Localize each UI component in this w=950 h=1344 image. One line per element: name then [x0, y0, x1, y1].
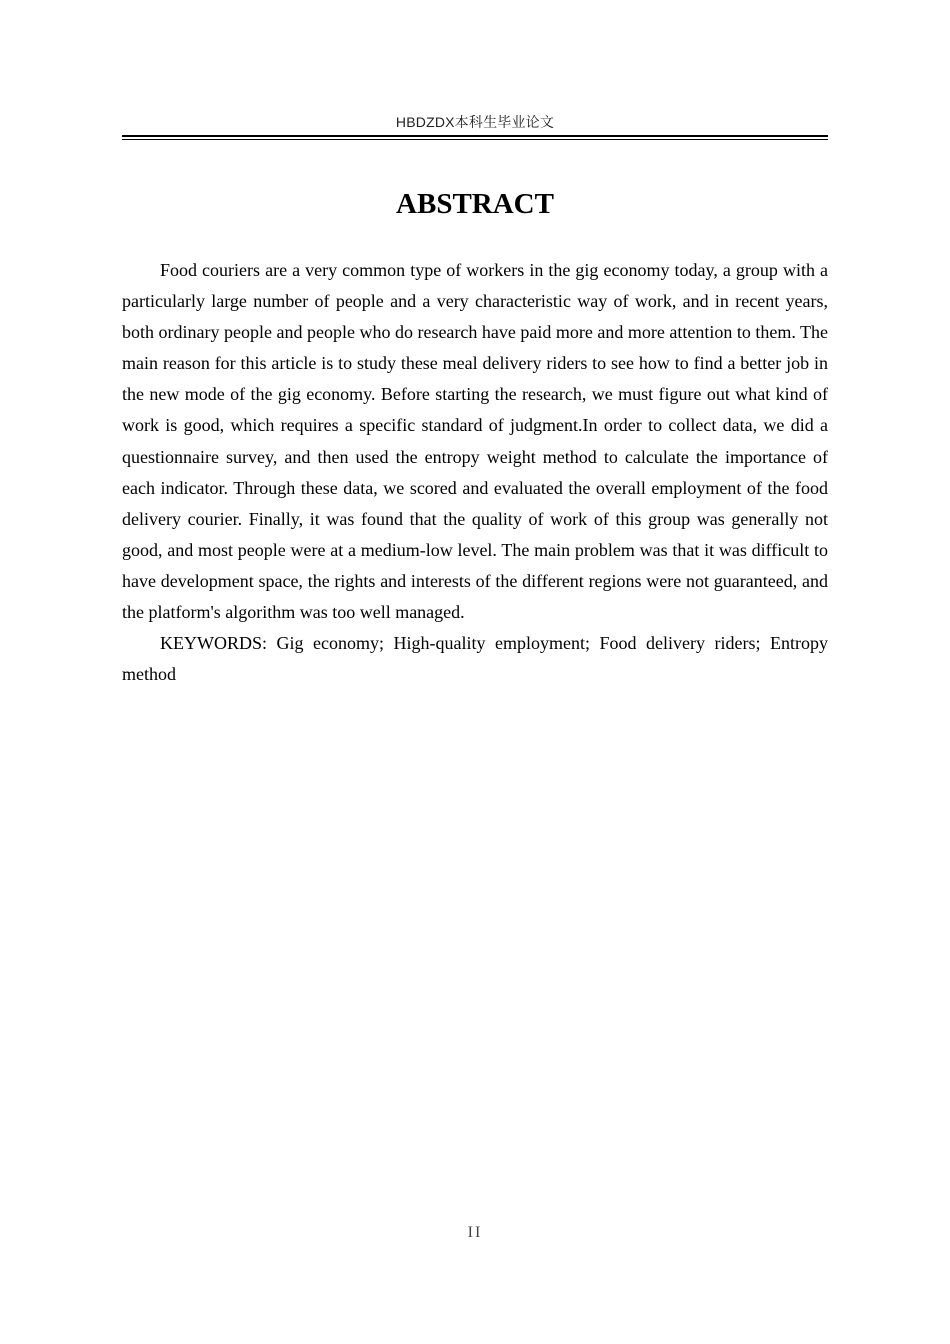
keywords-list: Gig economy; High-quality employment; Food delivery riders; Entropy method: [122, 633, 828, 685]
abstract-body: [122, 255, 828, 690]
running-header: HBDZDX本科生毕业论文: [395, 114, 555, 130]
page-number: II: [467, 1224, 483, 1241]
header-rule-thick: [122, 135, 828, 137]
keywords-line: [122, 628, 828, 690]
abstract-paragraph: Food couriers are a very common type of workers in the gig economy today, a group with a particularly large number of people and a very characteristic way of work, and in recent years, both ordinary people and people who do research have paid more and more attention to them. The main reason for this article is to study these meal delivery riders to see how to find a better job in the new mode of the gig economy. Before starting the research, we must figure out what kind of work is good, which requires a specific standard of judgment.In order to collect data, we did a questionnaire survey, and then used the entropy weight method to calculate the importance of each indicator. Through these data, we scored and evaluated the overall employment of the food delivery courier. Finally, it was found that the quality of work of this group was generally not good, and most people were at a medium-low level. The main problem was that it was difficult to have development space, the rights and interests of the different regions were not guaranteed, and the platform's algorithm was too well managed.: [122, 260, 828, 623]
keywords-label: KEYWORDS:: [160, 633, 267, 654]
abstract-title: ABSTRACT: [396, 188, 554, 220]
header-rule-thin: [122, 139, 828, 140]
